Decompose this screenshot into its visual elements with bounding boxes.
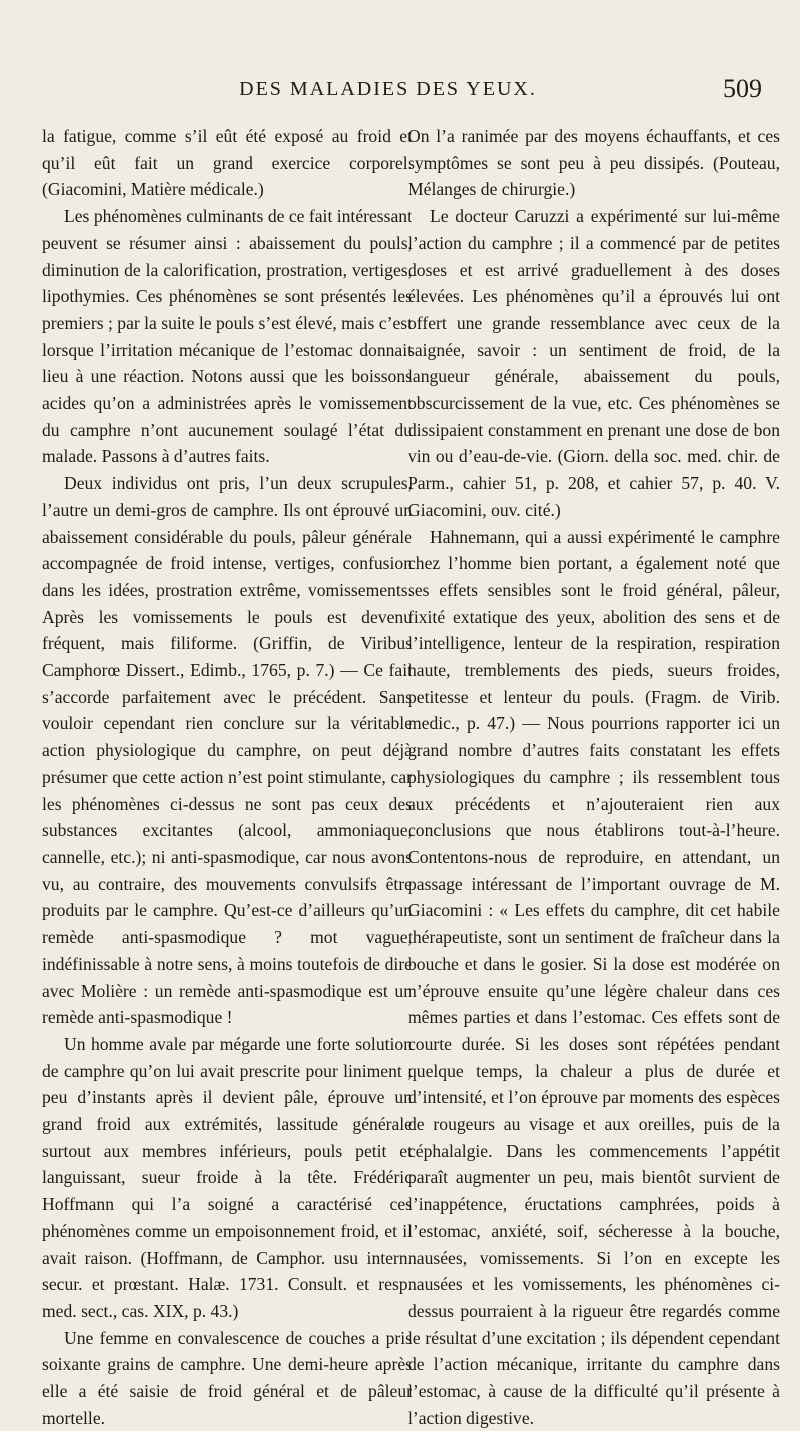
paragraph: Les phénomènes culminants de ce fait intéressant peuvent se résumer ainsi : abaissement du pouls, diminution de la calorification, prostration, vertiges, lipothymies. Ces phénomènes se sont présentés les premiers ; par la suite le pouls s’est élevé, mais c’est lorsque l’irritation mécanique de l’estomac donnait lieu à une réaction. Notons aussi que les boissons acides qu’on a administrées après le vomissement du camphre n’ont aucunement soulagé l’état du malade. Passons à d’autres faits. bbox=[42, 206, 412, 467]
paragraph: Le docteur Caruzzi a expérimenté sur lui-même l’action du camphre ; il a commencé par de petites doses et est arrivé graduellement à des doses élevées. Les phénomènes qu’il a éprouvés lui ont offert une grande ressemblance avec ceux de la saignée, savoir : un sentiment de froid, de la langueur générale, abaissement du pouls, obscurcissement de la vue, etc. Ces phénomènes se dissipaient constamment en prenant une dose de bon vin ou d’eau-de-vie. (Giorn. della soc. med. chir. de Parm., cahier 51, p. 208, et cahier 57, p. 40. V. Giacomini, ouv. cité.) bbox=[408, 206, 780, 520]
paragraph: On l’a ranimée par des moyens échauffants, et ces symptômes se sont peu à peu dissipés. (Pouteau, Mélanges de chirurgie.) bbox=[408, 126, 780, 200]
right-column bbox=[408, 123, 780, 1431]
paragraph: la fatigue, comme s’il eût été exposé au froid et qu’il eût fait un grand exercice corporel. (Giacomini, Matière médicale.) bbox=[42, 126, 412, 200]
paragraph: Un homme avale par mégarde une forte solution de camphre qu’on lui avait prescrite pour liniment ; peu d’instants après il devient pâle, éprouve un grand froid aux extrémités, lassitude générale surtout aux membres inférieurs, pouls petit et languissant, sueur froide à la tête. Frédéric Hoffmann qui l’a soigné a caractérisé ces phénomènes comme un empoisonnement froid, et il avait raison. (Hoffmann, de Camphor. usu intern. secur. et prœstant. Halæ. 1731. Consult. et resp. med. sect., cas. XIX, p. 43.) bbox=[42, 1033, 412, 1321]
running-title: DES MALADIES DES YEUX. bbox=[239, 78, 537, 100]
paragraph: Deux individus ont pris, l’un deux scrupules, l’autre un demi-gros de camphre. Ils ont éprouvé un abaissement considérable du pouls, pâleur générale accompagnée de froid intense, vertiges, confusion dans les idées, prostration extrême, vomissements. Après les vomissements le pouls est devenu fréquent, mais filiforme. (Griffin, de Viribus Camphorœ Dissert., Edimb., 1765, p. 7.) — Ce fait s’accorde parfaitement avec le précédent. Sans vouloir cependant rien conclure sur la véritable action physiologique du camphre, on peut déjà présumer que cette action n’est point stimulante, car les phénomènes ci-dessus ne sont pas ceux des substances excitantes (alcool, ammoniaque, cannelle, etc.); ni anti-spasmodique, car nous avons vu, au contraire, des mouvements convulsifs être produits par le camphre. Qu’est-ce d’ailleurs qu’un remède anti-spasmodique ? mot vague, indéfinissable à notre sens, à moins toutefois de dire avec Molière : un remède anti-spasmodique est un remède anti-spasmodique ! bbox=[42, 473, 412, 1028]
page-header bbox=[0, 74, 800, 108]
paragraph: Une femme en convalescence de couches a pris soixante grains de camphre. Une demi-heure après elle a été saisie de froid général et de pâleur mortelle. bbox=[42, 1327, 412, 1428]
left-column bbox=[42, 123, 412, 1431]
page-number: 509 bbox=[723, 74, 762, 103]
paragraph: Hahnemann, qui a aussi expérimenté le camphre chez l’homme bien portant, a également noté que ses effets sensibles sont le froid général, pâleur, fixité extatique des yeux, abolition des sens et de l’intelligence, lenteur de la respiration, respiration haute, tremblements des pieds, sueurs froides, petitesse et lenteur du pouls. (Fragm. de Virib. medic., p. 47.) — Nous pourrions rapporter ici un grand nombre d’autres faits constatant les effets physiologiques du camphre ; ils ressemblent tous aux précédents et n’ajouteraient rien aux conclusions que nous établirons tout-à-l’heure. Contentons-nous de reproduire, en attendant, un passage intéressant de l’important ouvrage de M. Giacomini : « Les effets du camphre, dit cet habile thérapeutiste, sont un sentiment de fraîcheur dans la bouche et dans le gosier. Si la dose est modérée on n’éprouve ensuite qu’une légère chaleur dans ces mêmes parties et dans l’estomac. Ces effets sont de courte durée. Si les doses sont répétées pendant quelque temps, la chaleur a plus de durée et d’intensité, et l’on éprouve par moments des espèces de rougeurs au visage et aux oreilles, puis de la céphalalgie. Dans les commencements l’appétit paraît augmenter un peu, mais bientôt survient de l’inappétence, éructations camphrées, poids à l’estomac, anxiété, soif, sécheresse à la bouche, nausées, vomissements. Si l’on en excepte les nausées et les vomissements, les phénomènes ci-dessus pourraient à la rigueur être regardés comme le résultat d’une excitation ; ils dépendent cependant de l’action mécanique, irritante du camphre dans l’estomac, à cause de la difficulté qu’il présente à l’action digestive. bbox=[408, 526, 780, 1428]
